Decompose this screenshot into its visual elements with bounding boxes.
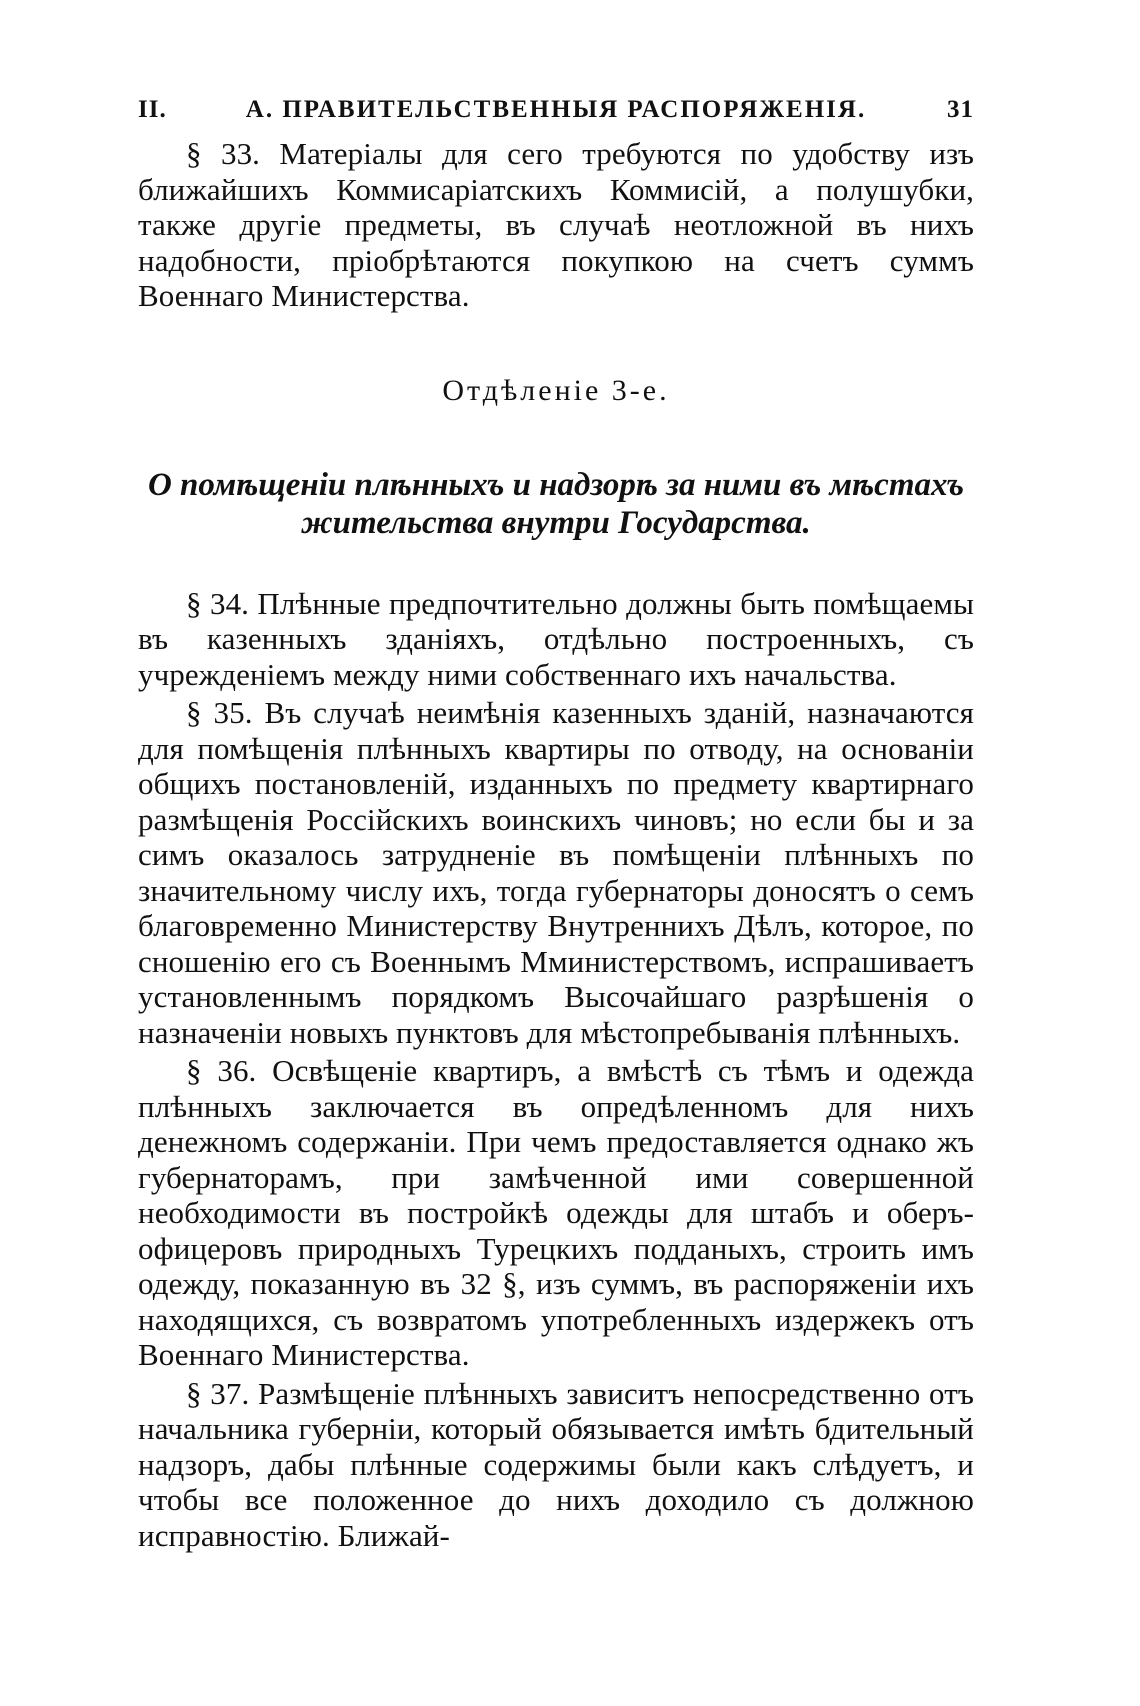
paragraph-37: § 37. Размѣщеніе плѣнныхъ зависитъ непосредственно отъ начальника губерніи, который обязывается имѣть бдительный надзоръ, дабы плѣнные содержимы были какъ слѣдуетъ, и чтобы все положенное до нихъ доходило съ должною исправностію. Ближай- [138,1375,974,1553]
paragraph-36: § 36. Освѣщеніе квартиръ, а вмѣстѣ съ тѣмъ и одежда плѣнныхъ заключается въ опредѣленномъ для нихъ денежномъ содержаніи. При чемъ предоставляется однако жъ губернаторамъ, при замѣченной ими совершенной необходимости въ постройкѣ одежды для штабъ и оберъ-офицеровъ природныхъ Турецкихъ подданыхъ, строить имъ одежду, показанную въ 32 §, изъ суммъ, въ распоряженіи ихъ находящихся, съ возвратомъ употребленныхъ издержекъ отъ Военнаго Министерства. [138,1053,974,1372]
paragraph-34: § 34. Плѣнные предпочтительно должны быть помѣщаемы въ казенныхъ зданіяхъ, отдѣльно построенныхъ, съ учрежденіемъ между ними собственнаго ихъ начальства. [138,585,974,692]
book-page [138,96,974,1553]
running-header [138,96,974,136]
paragraph-35: § 35. Въ случаѣ неимѣнія казенныхъ зданій, назначаются для помѣщенія плѣнныхъ квартиры по отводу, на основаніи общихъ постановленій, изданныхъ по предмету квартирнаго размѣщенія Россійскихъ воинскихъ чиновъ; но если бы и за симъ оказалось затрудненіе въ помѣщеніи плѣнныхъ по значительному числу ихъ, тогда губернаторы доносятъ о семъ благовременно Министерству Внутреннихъ Дѣлъ, которое, по сношенію его съ Военнымъ Мминистерствомъ, испрашиваетъ установленнымъ порядкомъ Высочайшаго разрѣшенія о назначеніи новыхъ пунктовъ для мѣстопребыванія плѣнныхъ. [138,695,974,1050]
page-number: 31 [947,96,974,123]
section-heading: Отдѣленіе 3-е. [442,373,670,407]
paragraph-33: § 33. Матеріалы для сего требуются по удобству изъ ближайшихъ Коммисаріатскихъ Коммисій, а полушубки, также другіе предметы, въ случаѣ неотложной въ нихъ надобности, пріобрѣтаются покупкою на счетъ суммъ Военнаго Министерства. [138,136,974,313]
section-title: О помѣщеніи плѣнныхъ и надзорѣ за ними въ мѣстахъ жительства внутри Государства. [147,466,965,541]
header-volume-number: II. [138,96,167,123]
header-section-title: А. ПРАВИТЕЛЬСТВЕННЫЯ РАСПОРЯЖЕНІЯ. [245,96,867,123]
